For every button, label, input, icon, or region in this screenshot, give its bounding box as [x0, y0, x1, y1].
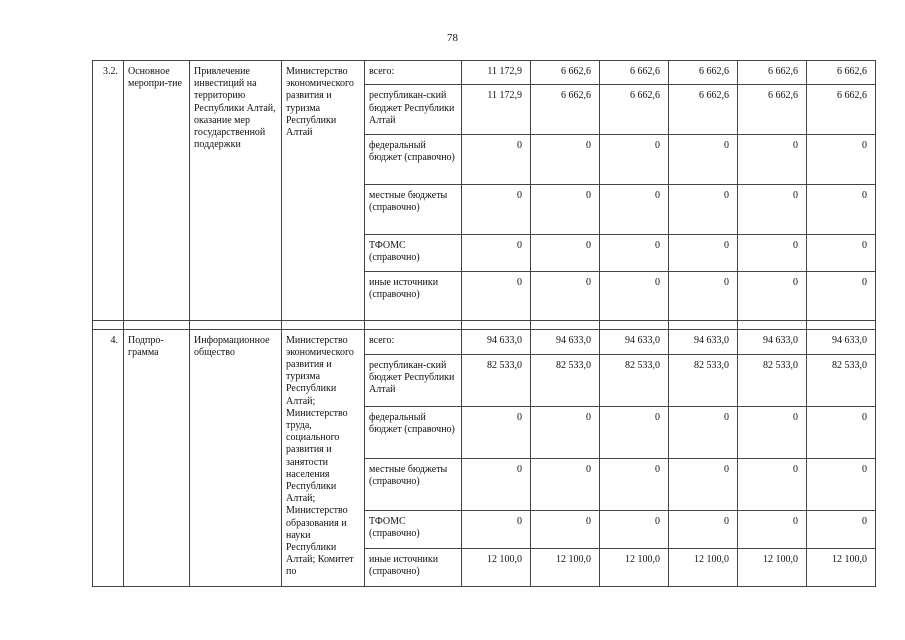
amount-cell: 6 662,6: [669, 85, 738, 135]
spacer-cell: [738, 321, 807, 329]
section-number: 3.2.: [93, 61, 124, 321]
amount-cell: 0: [462, 185, 531, 235]
amount-cell: 6 662,6: [807, 61, 876, 85]
amount-cell: 94 633,0: [738, 329, 807, 354]
section-executor: Министерство экономического развития и туризма Республики Алтай: [282, 61, 365, 321]
amount-cell: 0: [807, 185, 876, 235]
amount-cell: 0: [531, 406, 600, 458]
amount-cell: 12 100,0: [807, 548, 876, 586]
amount-cell: 0: [462, 510, 531, 548]
amount-cell: 6 662,6: [669, 61, 738, 85]
amount-cell: 12 100,0: [669, 548, 738, 586]
section-executor: Министерство экономического развития и туризма Республики Алтай; Министерство труда, социального развития и занятости населения Республики Алтай; Министерство образования и науки Республики Алтай; Комитет по: [282, 329, 365, 586]
section-number: 4.: [93, 329, 124, 586]
amount-cell: 0: [462, 271, 531, 321]
amount-cell: 12 100,0: [531, 548, 600, 586]
amount-cell: 0: [531, 271, 600, 321]
amount-cell: 0: [669, 510, 738, 548]
amount-cell: 12 100,0: [738, 548, 807, 586]
spacer-cell: [531, 321, 600, 329]
spacer-cell: [600, 321, 669, 329]
amount-cell: 94 633,0: [807, 329, 876, 354]
spacer-cell: [462, 321, 531, 329]
amount-cell: 82 533,0: [531, 354, 600, 406]
amount-cell: 0: [738, 185, 807, 235]
amount-cell: 0: [738, 135, 807, 185]
amount-cell: 0: [807, 234, 876, 271]
amount-cell: 0: [738, 234, 807, 271]
amount-cell: 0: [669, 458, 738, 510]
amount-cell: 94 633,0: [600, 329, 669, 354]
amount-cell: 94 633,0: [669, 329, 738, 354]
amount-cell: 0: [807, 406, 876, 458]
spacer-cell: [190, 321, 282, 329]
spacer-cell: [807, 321, 876, 329]
spacer-cell: [365, 321, 462, 329]
funding-source: федеральный бюджет (справочно): [365, 135, 462, 185]
section-type: Основное меропри-тие: [124, 61, 190, 321]
funding-source: иные источники (справочно): [365, 548, 462, 586]
amount-cell: 82 533,0: [807, 354, 876, 406]
amount-cell: 0: [462, 458, 531, 510]
amount-cell: 0: [738, 406, 807, 458]
section-type: Подпро-грамма: [124, 329, 190, 586]
amount-cell: 12 100,0: [462, 548, 531, 586]
page-number: 78: [447, 32, 458, 44]
amount-cell: 0: [600, 135, 669, 185]
amount-cell: 0: [462, 135, 531, 185]
amount-cell: 0: [531, 234, 600, 271]
amount-cell: 6 662,6: [531, 61, 600, 85]
funding-source: иные источники (справочно): [365, 271, 462, 321]
spacer-cell: [282, 321, 365, 329]
funding-source: всего:: [365, 329, 462, 354]
amount-cell: 0: [600, 406, 669, 458]
amount-cell: 82 533,0: [600, 354, 669, 406]
amount-cell: 0: [738, 510, 807, 548]
funding-source: республикан-ский бюджет Республики Алтай: [365, 354, 462, 406]
funding-source: всего:: [365, 61, 462, 85]
amount-cell: 6 662,6: [531, 85, 600, 135]
amount-cell: 0: [669, 406, 738, 458]
amount-cell: 0: [462, 406, 531, 458]
amount-cell: 0: [600, 185, 669, 235]
amount-cell: 0: [807, 271, 876, 321]
amount-cell: 0: [600, 510, 669, 548]
amount-cell: 6 662,6: [600, 85, 669, 135]
funding-source: республикан-ский бюджет Республики Алтай: [365, 85, 462, 135]
amount-cell: 0: [669, 234, 738, 271]
table-row: [93, 61, 876, 85]
funding-source: ТФОМС (справочно): [365, 234, 462, 271]
amount-cell: 94 633,0: [462, 329, 531, 354]
budget-table: [92, 60, 876, 587]
amount-cell: 0: [531, 510, 600, 548]
spacer-cell: [669, 321, 738, 329]
section-name: Информационное общество: [190, 329, 282, 586]
table-body: [93, 61, 876, 587]
amount-cell: 6 662,6: [738, 61, 807, 85]
amount-cell: 0: [669, 271, 738, 321]
amount-cell: 0: [531, 135, 600, 185]
amount-cell: 12 100,0: [600, 548, 669, 586]
amount-cell: 0: [669, 185, 738, 235]
amount-cell: 6 662,6: [600, 61, 669, 85]
amount-cell: 0: [669, 135, 738, 185]
amount-cell: 0: [807, 135, 876, 185]
amount-cell: 0: [600, 271, 669, 321]
amount-cell: 11 172,9: [462, 61, 531, 85]
amount-cell: 0: [807, 510, 876, 548]
funding-source: федеральный бюджет (справочно): [365, 406, 462, 458]
amount-cell: 11 172,9: [462, 85, 531, 135]
amount-cell: 0: [531, 185, 600, 235]
amount-cell: 0: [462, 234, 531, 271]
amount-cell: 0: [738, 271, 807, 321]
amount-cell: 0: [600, 458, 669, 510]
section-name: Привлечение инвестиций на территорию Республики Алтай, оказание мер государственной поддержки: [190, 61, 282, 321]
amount-cell: 82 533,0: [462, 354, 531, 406]
amount-cell: 6 662,6: [738, 85, 807, 135]
funding-source: ТФОМС (справочно): [365, 510, 462, 548]
funding-source: местные бюджеты (справочно): [365, 185, 462, 235]
amount-cell: 6 662,6: [807, 85, 876, 135]
section-spacer: [93, 321, 876, 329]
funding-source: местные бюджеты (справочно): [365, 458, 462, 510]
spacer-cell: [124, 321, 190, 329]
amount-cell: 82 533,0: [738, 354, 807, 406]
spacer-cell: [93, 321, 124, 329]
amount-cell: 82 533,0: [669, 354, 738, 406]
amount-cell: 0: [738, 458, 807, 510]
amount-cell: 0: [531, 458, 600, 510]
amount-cell: 94 633,0: [531, 329, 600, 354]
table-row: [93, 329, 876, 354]
amount-cell: 0: [807, 458, 876, 510]
amount-cell: 0: [600, 234, 669, 271]
